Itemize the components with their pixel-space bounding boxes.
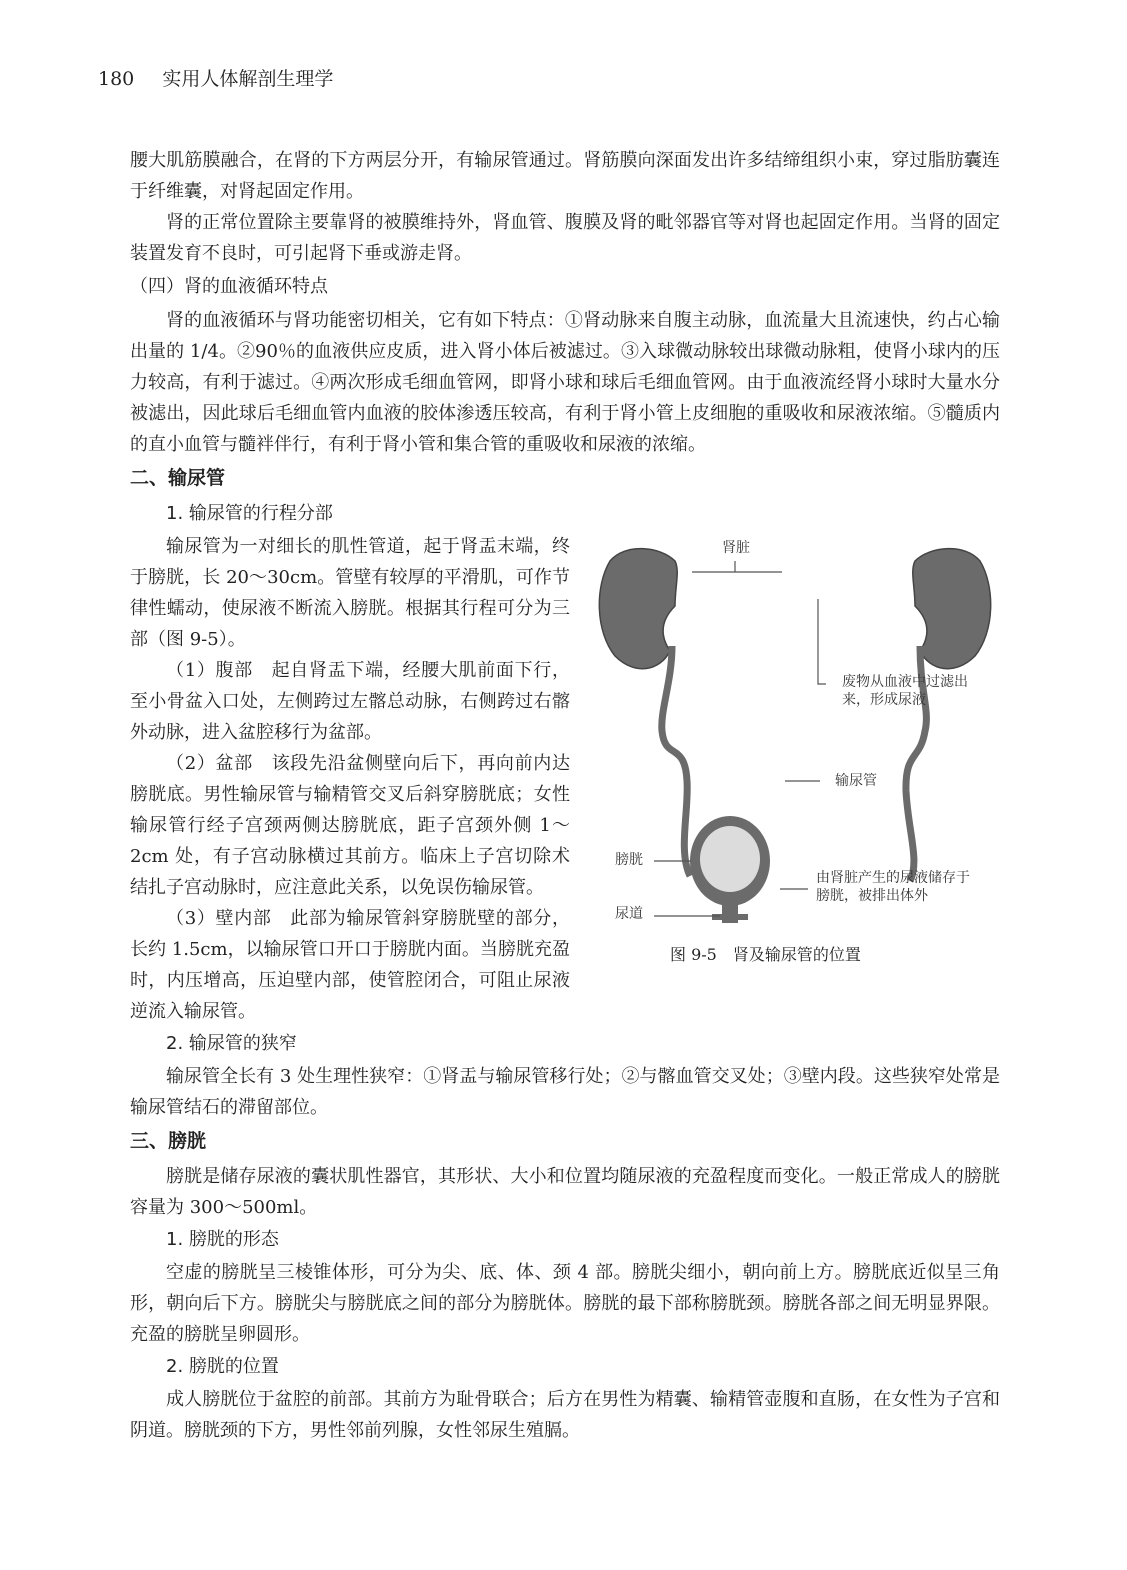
paragraph: 空虚的膀胱呈三棱锥体形，可分为尖、底、体、颈 4 部。膀胱尖细小，朝向前上方。膀胱底近似呈三角形，朝向后下方。膀胱尖与膀胱底之间的部分为膀胱体。膀胱的最下部称膀胱颈。膀胱各部之间无明显界限。充盈的膀胱呈卵圆形。	[130, 1262, 1000, 1345]
label-storage: 由肾脏产生的尿液储存于膀胱，被排出体外	[816, 870, 970, 904]
paragraph: 输尿管为一对细长的肌性管道，起于肾盂末端，终于膀胱，长 20～30cm。管壁有较厚的平滑肌，可作节律性蠕动，使尿液不断流入膀胱。根据其行程可分为三部（图 9-5）。	[130, 536, 570, 650]
page-body	[130, 145, 1000, 1446]
label-bladder: 膀胱	[615, 852, 643, 868]
left-kidney	[599, 549, 677, 669]
label-filter: 废物从血液中过滤出来，形成尿液	[842, 674, 968, 708]
section-heading: （四）肾的血液循环特点	[130, 276, 328, 297]
kidney-ureter-diagram	[590, 531, 1000, 971]
paragraph: 肾的正常位置除主要靠肾的被膜维持外，肾血管、腹膜及肾的毗邻器官等对肾也起固定作用。当肾的固定装置发育不良时，可引起肾下垂或游走肾。	[130, 212, 1000, 264]
label-urethra: 尿道	[615, 906, 643, 922]
figure-caption: 图 9-5 肾及输尿管的位置	[670, 945, 861, 964]
paragraph: （1）腹部 起自肾盂下端，经腰大肌前面下行，至小骨盆入口处，左侧跨过左髂总动脉，右侧跨过右髂外动脉，进入盆腔移行为盆部。	[130, 660, 570, 743]
paragraph: （2）盆部 该段先沿盆侧壁向后下，再向前内达膀胱底。男性输尿管与输精管交叉后斜穿膀胱底；女性输尿管行经子宫颈两侧达膀胱底，距子宫颈外侧 1～2cm 处，有子宫动脉横过其前方。临床上子宫切除术结扎子宫动脉时，应注意此关系，以免误伤输尿管。	[130, 753, 570, 898]
book-title: 实用人体解剖生理学	[162, 68, 334, 90]
paragraph: 肾的血液循环与肾功能密切相关，它有如下特点：①肾动脉来自腹主动脉，血流量大且流速快，约占心输出量的 1/4。②90％的血液供应皮质，进入肾小体后被滤过。③入球微动脉较出球微动脉粗，使肾小球内的压力较高，有利于滤过。④两次形成毛细血管网，即肾小球和球后毛细血管网。由于血液流经肾小球时大量水分被滤出，因此球后毛细血管内血液的胶体渗透压较高，有利于肾小管上皮细胞的重吸收和尿液浓缩。⑤髓质内的直小血管与髓袢伴行，有利于肾小管和集合管的重吸收和尿液的浓缩。	[130, 310, 1000, 455]
paragraph: 成人膀胱位于盆腔的前部。其前方为耻骨联合；后方在男性为精囊、输精管壶腹和直肠，在女性为子宫和阴道。膀胱颈的下方，男性邻前列腺，女性邻尿生殖膈。	[130, 1389, 1000, 1441]
paragraph: 膀胱是储存尿液的囊状肌性器官，其形状、大小和位置均随尿液的充盈程度而变化。一般正常成人的膀胱容量为 300～500ml。	[130, 1166, 1000, 1218]
chapter-heading: 三、膀胱	[130, 1130, 207, 1152]
right-kidney	[913, 549, 991, 669]
bladder	[690, 816, 770, 923]
subsection-heading: 1. 输尿管的行程分部	[166, 503, 333, 524]
page-number: 180	[98, 68, 135, 90]
subsection-heading: 2. 输尿管的狭窄	[166, 1033, 297, 1054]
paragraph: （3）壁内部 此部为输尿管斜穿膀胱壁的部分，长约 1.5cm，以输尿管口开口于膀胱内面。当膀胱充盈时，内压增高，压迫壁内部，使管腔闭合，可阻止尿液逆流入输尿管。	[130, 908, 570, 1022]
label-ureter: 输尿管	[835, 773, 877, 789]
page-header	[98, 64, 333, 91]
paragraph: 腰大肌筋膜融合，在肾的下方两层分开，有输尿管通过。肾筋膜向深面发出许多结缔组织小束，穿过脂肪囊连于纤维囊，对肾起固定作用。	[130, 150, 1000, 202]
figure-kidney-ureter	[590, 531, 1000, 971]
subsection-heading: 2. 膀胱的位置	[166, 1356, 279, 1377]
label-kidney: 肾脏	[722, 540, 750, 556]
chapter-heading: 二、输尿管	[130, 467, 226, 489]
paragraph: 输尿管全长有 3 处生理性狭窄：①肾盂与输尿管移行处；②与髂血管交叉处；③壁内段。这些狭窄处常是输尿管结石的滞留部位。	[130, 1066, 1000, 1118]
subsection-heading: 1. 膀胱的形态	[166, 1229, 279, 1250]
